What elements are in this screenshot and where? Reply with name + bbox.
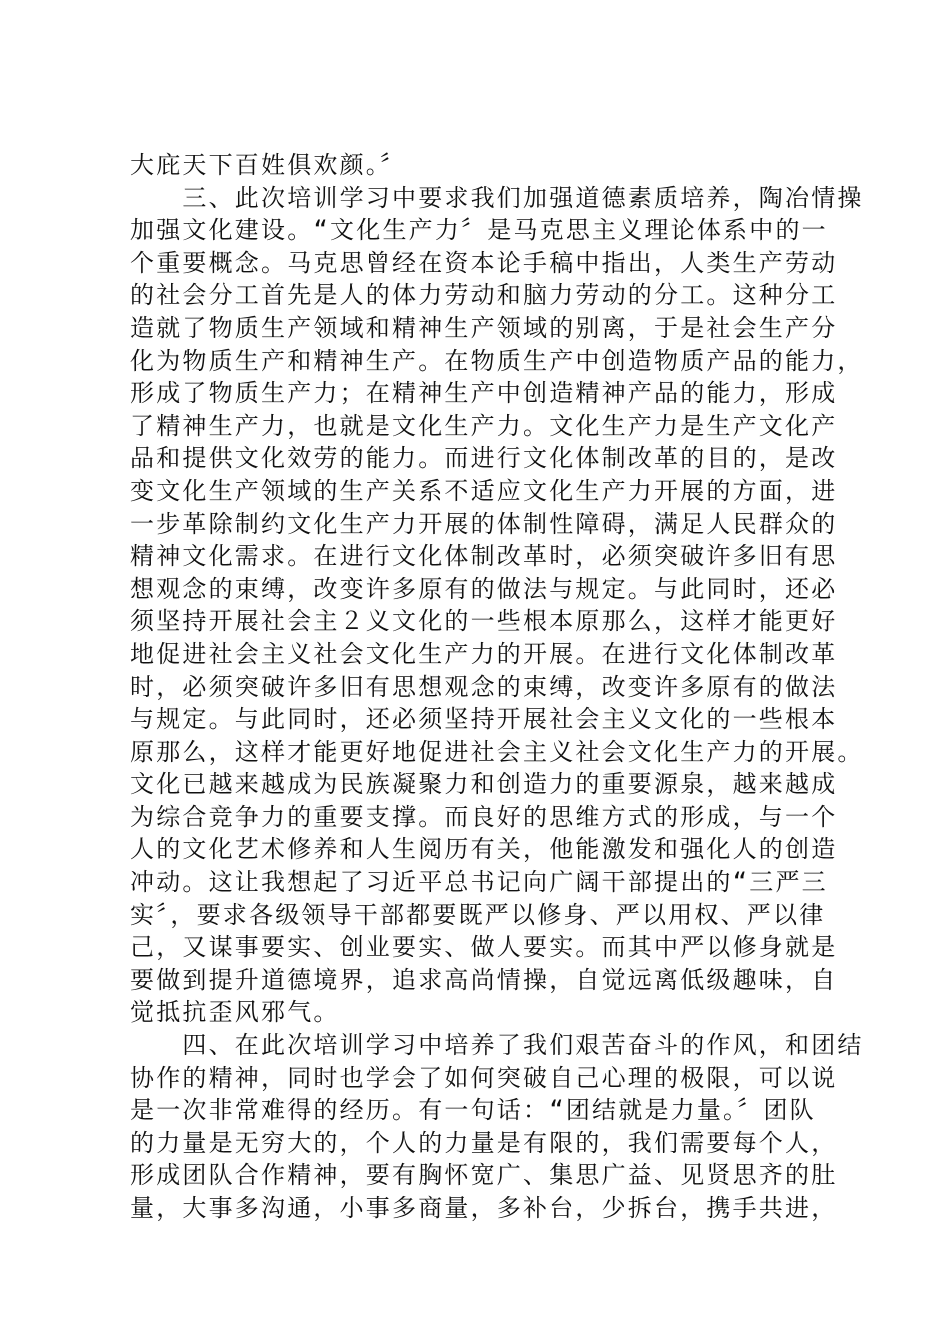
text-line: 是一次非常难得的经历。有一句话：“团结就是力量。〞团队	[130, 1096, 816, 1125]
text-line: 品和提供文化效劳的能力。而进行文化体制改革的目的，是改	[130, 444, 838, 473]
text-line: 须坚持开展社会主２义文化的一些根本原那么，这样才能更好	[130, 607, 838, 636]
text-line: 觉抵抗歪风邪气。	[130, 998, 340, 1027]
text-line: 实〞，要求各级领导干部都要既严以修身、严以用权、严以律	[130, 900, 826, 929]
text-line: 大庇天下百姓俱欢颜。〞	[130, 151, 407, 179]
text-line: 原那么，这样才能更好地促进社会主义社会文化生产力的开展。	[130, 737, 864, 766]
text-line: 形成了物质生产力；在精神生产中创造精神产品的能力，形成	[130, 379, 838, 408]
text-line: 加强文化建设。“文化生产力〞是马克思主义理论体系中的一	[130, 216, 828, 245]
text-line: 造就了物质生产领域和精神生产领域的别离，于是社会生产分	[130, 313, 838, 342]
text-line: 了精神生产力，也就是文化生产力。文化生产力是生产文化产	[130, 411, 838, 440]
body-text	[130, 149, 864, 1225]
text-line: 变文化生产领域的生产关系不适应文化生产力开展的方面，进	[130, 476, 838, 505]
text-line: 个重要概念。马克思曾经在资本论手稿中指出，人类生产劳动	[130, 248, 838, 277]
text-line: 要做到提升道德境界，追求高尚情操，自觉远离低级趣味，自	[130, 965, 838, 994]
text-line: 量，大事多沟通，小事多商量，多补台，少拆台，携手共进，	[130, 1194, 838, 1222]
text-line: 四、在此次培训学习中培养了我们艰苦奋斗的作风，和团结	[130, 1031, 864, 1060]
text-line: 的社会分工首先是人的体力劳动和脑力劳动的分工。这种分工	[130, 281, 838, 310]
text-line: 时，必须突破许多旧有思想观念的束缚，改变许多原有的做法	[130, 672, 838, 701]
text-line: 与规定。与此同时，还必须坚持开展社会主义文化的一些根本	[130, 705, 838, 734]
text-line: 一步革除制约文化生产力开展的体制性障碍，满足人民群众的	[130, 509, 838, 538]
text-line: 形成团队合作精神，要有胸怀宽广、集思广益、见贤思齐的肚	[130, 1161, 838, 1190]
text-line: 三、此次培训学习中要求我们加强道德素质培养，陶冶情操	[130, 183, 864, 212]
text-line: 协作的精神，同时也学会了如何突破自己心理的极限，可以说	[130, 1063, 838, 1092]
text-line: 化为物质生产和精神生产。在物质生产中创造物质产品的能力，	[130, 346, 864, 375]
text-line: 的力量是无穷大的，个人的力量是有限的，我们需要每个人，	[130, 1128, 838, 1157]
text-line: 文化已越来越成为民族凝聚力和创造力的重要源泉，越来越成	[130, 770, 838, 799]
text-line: 精神文化需求。在进行文化体制改革时，必须突破许多旧有思	[130, 542, 838, 571]
text-line: 冲动。这让我想起了习近平总书记向广阔干部提出的“三严三	[130, 868, 828, 897]
text-line: 己，又谋事要实、创业要实、做人要实。而其中严以修身就是	[130, 933, 838, 962]
text-line: 地促进社会主义社会文化生产力的开展。在进行文化体制改革	[130, 639, 838, 668]
text-line: 人的文化艺术修养和人生阅历有关，他能激发和强化人的创造	[130, 835, 838, 864]
text-line: 为综合竞争力的重要支撑。而良好的思维方式的形成，与一个	[130, 802, 838, 831]
text-line: 想观念的束缚，改变许多原有的做法与规定。与此同时，还必	[130, 574, 838, 603]
